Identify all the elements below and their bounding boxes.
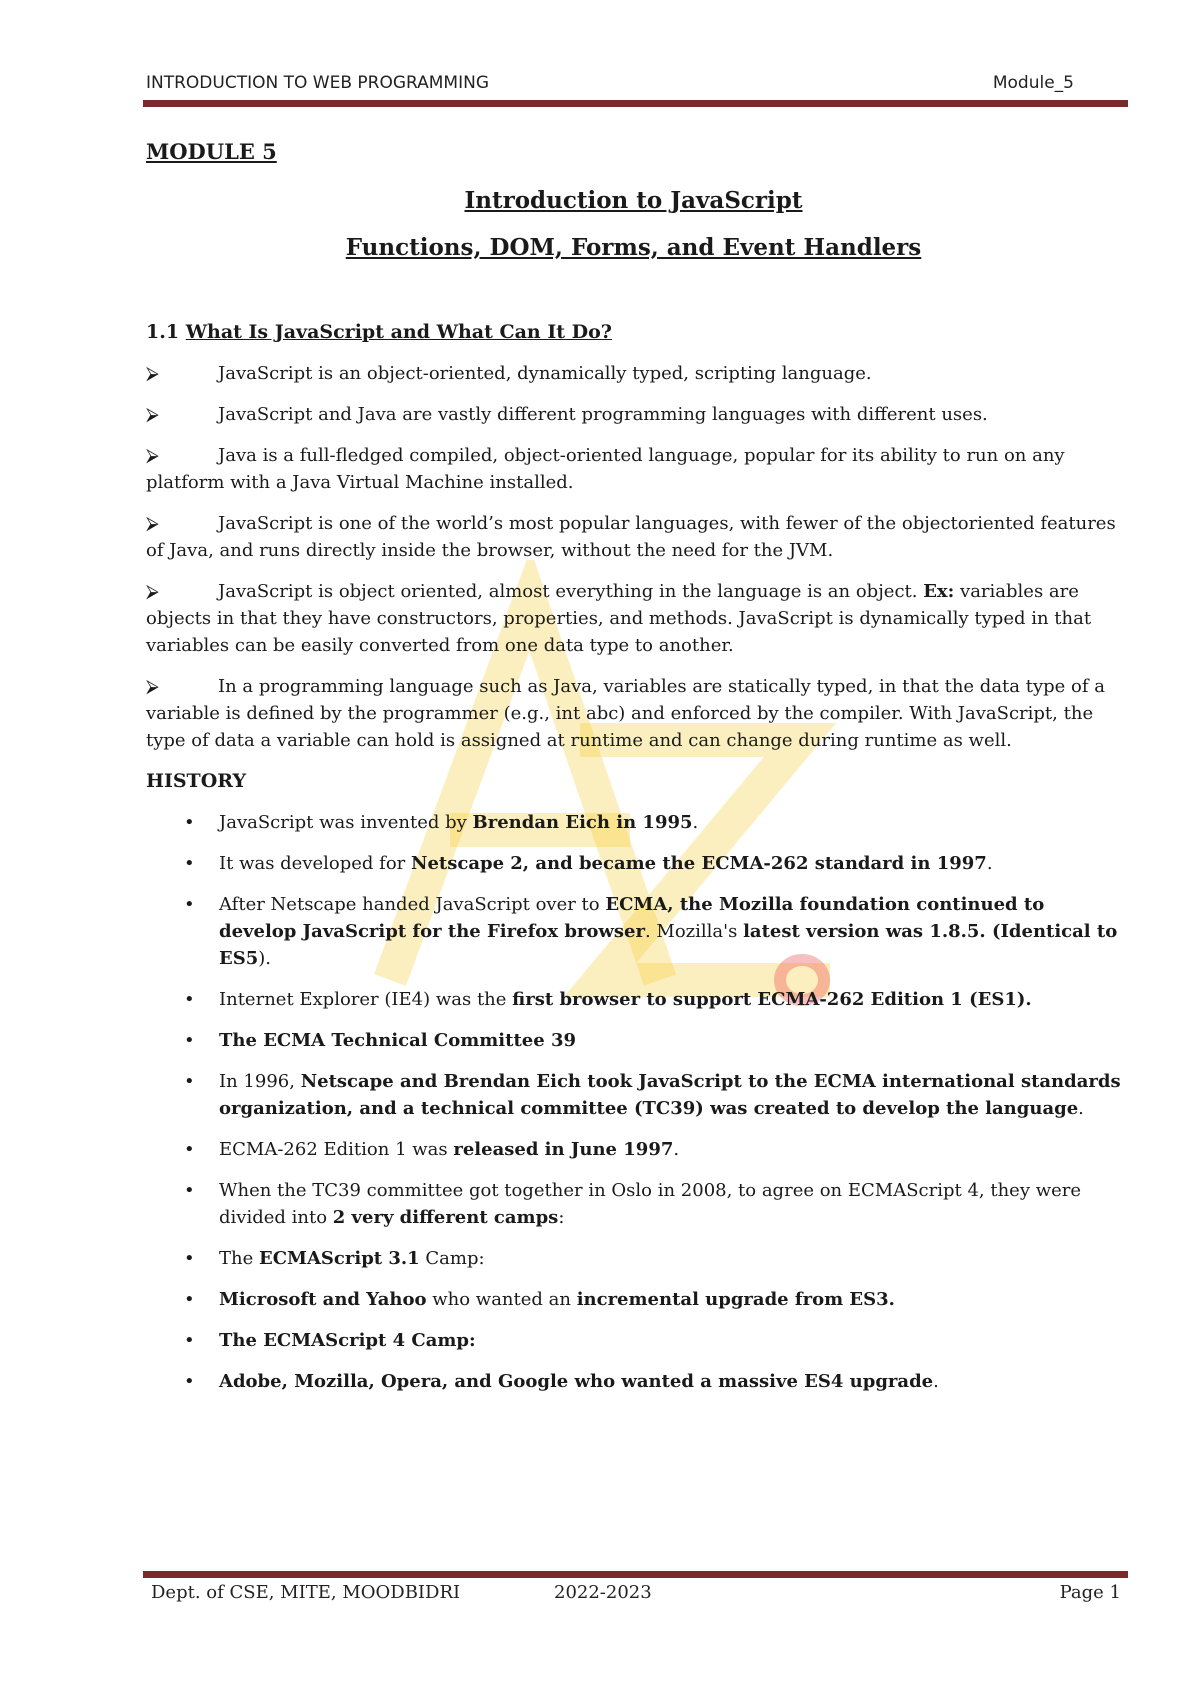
bold-text: ECMAScript 3.1 (258, 1248, 420, 1269)
history-list-item (146, 809, 1121, 836)
bold-text: incremental upgrade from ES3. (576, 1289, 895, 1310)
footer-rule (143, 1571, 1128, 1578)
bullet-icon: • (184, 1139, 195, 1160)
history-list-item (146, 1327, 1121, 1354)
text-run: The (219, 1248, 259, 1269)
footer-page-number: Page 1 (1059, 1582, 1121, 1603)
history-list-item (146, 1136, 1121, 1163)
page-body (146, 138, 1121, 1409)
text-run: . Mozilla's (644, 921, 744, 942)
bold-text: Netscape and Brendan Eich took JavaScript to the ECMA international standards organization, and a technical committee (TC39) was created to develop the language (219, 1071, 1121, 1119)
text-run: After Netscape handed JavaScript over to (219, 894, 606, 915)
bullet-icon: • (184, 1330, 195, 1351)
bullet-icon: • (184, 1071, 195, 1092)
footer-year: 2022-2023 (554, 1582, 652, 1603)
arrow-list-item (146, 360, 1121, 387)
arrow-list-item (146, 442, 1121, 496)
bold-text: latest version was 1.8.5. (Identical to ES5 (219, 921, 1118, 969)
section-heading (146, 319, 1121, 346)
text-run: When the TC39 committee got together in Oslo in 2008, to agree on ECMAScript 4, they were divided into (219, 1180, 1082, 1228)
text-run: . (986, 853, 993, 874)
arrow-list-item (146, 578, 1121, 659)
text-run: JavaScript and Java are vastly different programming languages with different uses. (218, 404, 988, 425)
history-list-item (146, 1027, 1121, 1054)
text-run: ECMA-262 Edition 1 was (219, 1139, 454, 1160)
bold-text: first browser to support ECMA-262 Edition 1 (ES1). (512, 989, 1032, 1010)
bold-text: Brendan Eich in 1995 (472, 812, 693, 833)
text-run: In 1996, (219, 1071, 301, 1092)
bold-text: The ECMAScript 4 Camp: (219, 1330, 476, 1351)
footer-department: Dept. of CSE, MITE, MOODBIDRI (151, 1582, 461, 1603)
arrow-list-item (146, 401, 1121, 428)
text-run: : (558, 1207, 565, 1228)
running-header-module: Module_5 (992, 73, 1074, 93)
bullet-icon: • (184, 1030, 195, 1051)
arrow-bullet-icon: ⮚ (146, 363, 159, 384)
section-title: What Is JavaScript and What Can It Do? (185, 321, 612, 343)
text-run: JavaScript is an object-oriented, dynamically typed, scripting language. (218, 363, 872, 384)
text-run: . (1078, 1098, 1084, 1119)
bold-text: Ex: (923, 581, 955, 602)
bold-text: released in June 1997 (453, 1139, 674, 1160)
arrow-bullet-icon: ⮚ (146, 581, 159, 602)
bold-text: 2 very different camps (332, 1207, 559, 1228)
history-list-item (146, 1068, 1121, 1122)
arrow-list (146, 360, 1121, 754)
text-run: JavaScript was invented by (219, 812, 473, 833)
bullet-icon: • (184, 989, 195, 1010)
bullet-icon: • (184, 1248, 195, 1269)
history-heading: HISTORY (146, 770, 247, 792)
history-list-item (146, 1286, 1121, 1313)
text-run: . (692, 812, 699, 833)
arrow-bullet-icon: ⮚ (146, 404, 159, 425)
bullet-icon: • (184, 1180, 195, 1201)
text-run: In a programming language such as Java, variables are statically typed, in that the data type of a variable is defined by the programmer (e.g., int abc) and enforced by the compiler. With JavaScript, the type of data a variable can hold is assigned at runtime and can change during runtime as well. (146, 676, 1105, 751)
text-run: JavaScript is object oriented, almost everything in the language is an object. (218, 581, 924, 602)
history-list-item (146, 1245, 1121, 1272)
header-rule (143, 100, 1128, 107)
text-run: Camp: (419, 1248, 485, 1269)
text-run: . (673, 1139, 680, 1160)
bullet-icon: • (184, 853, 195, 874)
text-run: variables are objects in that they have constructors, properties, and methods. JavaScript is dynamically typed in that variables can be easily converted from one data type to another. (146, 581, 1092, 656)
bold-text: Microsoft and Yahoo (219, 1289, 427, 1310)
history-list-item (146, 891, 1121, 972)
history-list-item (146, 850, 1121, 877)
text-run: Java is a full-fledged compiled, object-oriented language, popular for its ability to run on any platform with a Java Virtual Machine installed. (146, 445, 1065, 493)
module-label: MODULE 5 (146, 139, 277, 164)
bullet-icon: • (184, 1289, 195, 1310)
running-header-title: INTRODUCTION TO WEB PROGRAMMING (146, 73, 490, 93)
arrow-list-item (146, 510, 1121, 564)
page-subtitle: Functions, DOM, Forms, and Event Handlers (345, 234, 922, 261)
bullet-icon: • (184, 812, 195, 833)
bullet-icon: • (184, 1371, 195, 1392)
text-run: Internet Explorer (IE4) was the (219, 989, 513, 1010)
section-number: 1.1 (146, 321, 180, 343)
arrow-bullet-icon: ⮚ (146, 513, 159, 534)
text-run: who wanted an (426, 1289, 577, 1310)
bold-text: Netscape 2, and became the ECMA-262 standard in 1997 (411, 853, 987, 874)
history-list (146, 809, 1121, 1395)
arrow-list-item (146, 673, 1121, 754)
history-list-item (146, 1177, 1121, 1231)
page-title: Introduction to JavaScript (464, 187, 803, 214)
text-run: ). (258, 948, 271, 969)
bold-text: ECMA, the Mozilla foundation continued to develop JavaScript for the Firefox browser (219, 894, 1045, 942)
history-list-item (146, 986, 1121, 1013)
bold-text: Adobe, Mozilla, Opera, and Google who wanted a massive ES4 upgrade (219, 1371, 934, 1392)
text-run: It was developed for (219, 853, 411, 874)
text-run: . (933, 1371, 939, 1392)
text-run: JavaScript is one of the world’s most popular languages, with fewer of the objectoriented features of Java, and runs directly inside the browser, without the need for the JVM. (146, 513, 1116, 561)
bullet-icon: • (184, 894, 195, 915)
bold-text: The ECMA Technical Committee 39 (219, 1030, 576, 1051)
history-list-item (146, 1368, 1121, 1395)
arrow-bullet-icon: ⮚ (146, 445, 159, 466)
arrow-bullet-icon: ⮚ (146, 676, 159, 697)
